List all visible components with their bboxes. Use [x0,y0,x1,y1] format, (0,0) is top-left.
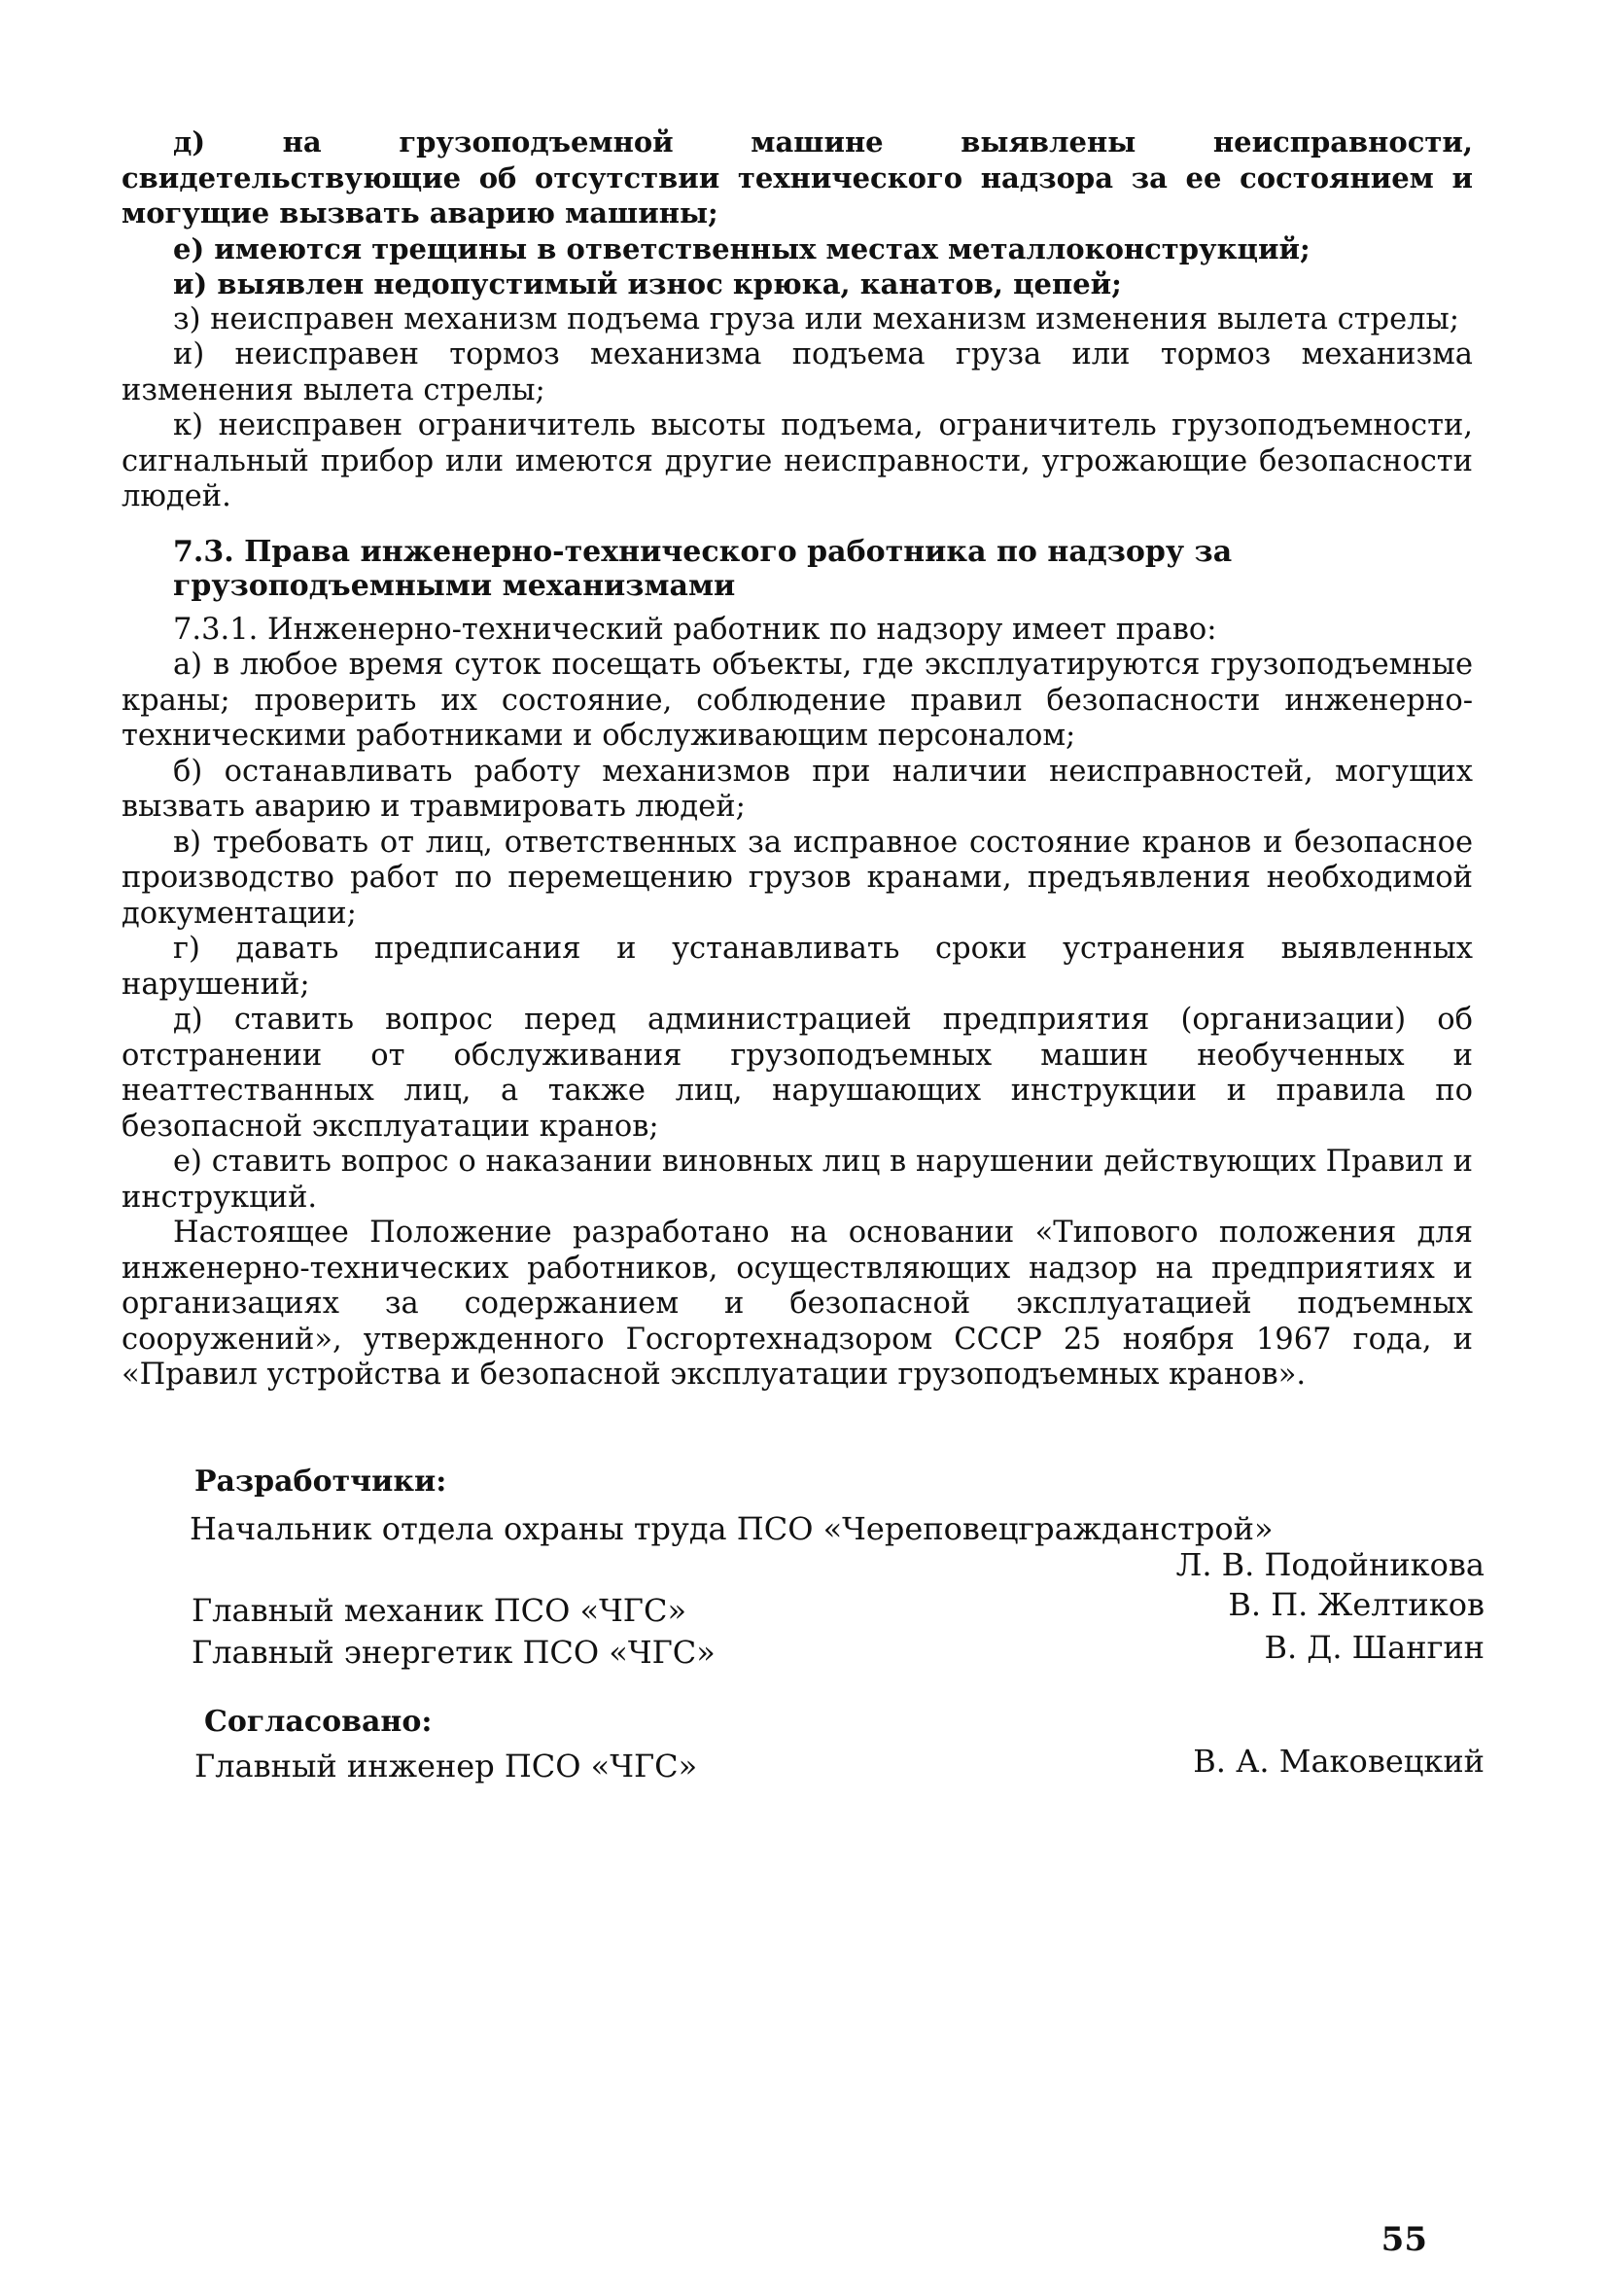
paragraph-g: г) давать предписания и устанавливать сроки устранения выявленных нарушений; [122,932,1473,1002]
main-text [122,124,1473,1394]
paragraph-v: в) требовать от лиц, ответственных за исправное состояние кранов и безопасное производство работ по перемещению грузов кранами, предъявления необходимой документации; [122,825,1473,931]
paragraph-z: з) неисправен механизм подъема груза или механизм изменения вылета стрелы; [173,301,1460,336]
paragraph-i-brake: и) неисправен тормоз механизма подъема груза или тормоз механизма изменения вылета стрелы; [122,337,1473,407]
paragraph-d: д) на грузоподъемной машине выявлены неисправности, свидетельствующие об отсутствии технического надзора за ее состоянием и могущие вызвать аварию машины; [122,125,1473,230]
approved-label: Согласовано: [204,1705,433,1739]
paragraph-basis: Настоящее Положение разработано на основании «Типового положения для инженерно-технических работников, осуществляющих надзор на предприятиях и организациях за содержанием и безопасной эксплуатацией подъемных сооружений», утвержденного Госгортехнадзором СССР 25 ноября 1967 года, и «Правил устройства и безопасной эксплуатации грузоподъемных кранов». [122,1216,1473,1392]
signature-name-4: В. А. Маковецкий [1193,1743,1485,1780]
signature-name-1: Л. В. Подойникова [1175,1546,1485,1583]
paragraph-e-rights: е) ставить вопрос о наказании виновных лиц в нарушении действующих Правил и инструкций. [122,1145,1473,1215]
paragraph-e: е) имеются трещины в ответственных местах металлоконструкций; [173,231,1311,265]
signature-role-3: Главный энергетик ПСО «ЧГС» [192,1634,716,1671]
signature-role-2: Главный механик ПСО «ЧГС» [192,1592,687,1629]
paragraph-7-3-1: 7.3.1. Инженерно-технический работник по надзору имеет право: [173,612,1217,647]
signature-name-2: В. П. Желтиков [1228,1586,1485,1623]
paragraph-k: к) неисправен ограничитель высоты подъема, ограничитель грузоподъемности, сигнальный прибор или имеются другие неисправности, угрожающие безопасности людей. [122,408,1473,513]
page-number: 55 [1381,2220,1427,2259]
signature-role-1: Начальник отдела охраны труда ПСО «Череповецгражданстрой» [190,1510,1274,1547]
signature-name-3: В. Д. Шангин [1264,1629,1485,1666]
section-heading: 7.3. Права инженерно-технического работника по надзору за грузоподъемными механизмами [173,534,1233,603]
paragraph-d-rights: д) ставить вопрос перед администрацией предприятия (организации) об отстранении от обслуживания грузоподъемных машин необученных и неаттестванных лиц, а также лиц, нарушающих инструкции и правила по безопасной эксплуатации кранов; [122,1003,1473,1144]
paragraph-a: а) в любое время суток посещать объекты, где эксплуатируются грузоподъемные краны; проверить их состояние, соблюдение правил безопасности инженерно-техническими работниками и обслуживающим персоналом; [122,648,1473,753]
paragraph-b: б) останавливать работу механизмов при наличии неисправностей, могущих вызвать аварию и травмировать людей; [122,754,1473,824]
signature-role-4: Главный инженер ПСО «ЧГС» [194,1748,698,1784]
developers-label: Разработчики: [194,1465,447,1499]
paragraph-i-hook: и) выявлен недопустимый износ крюка, канатов, цепей; [173,267,1122,300]
